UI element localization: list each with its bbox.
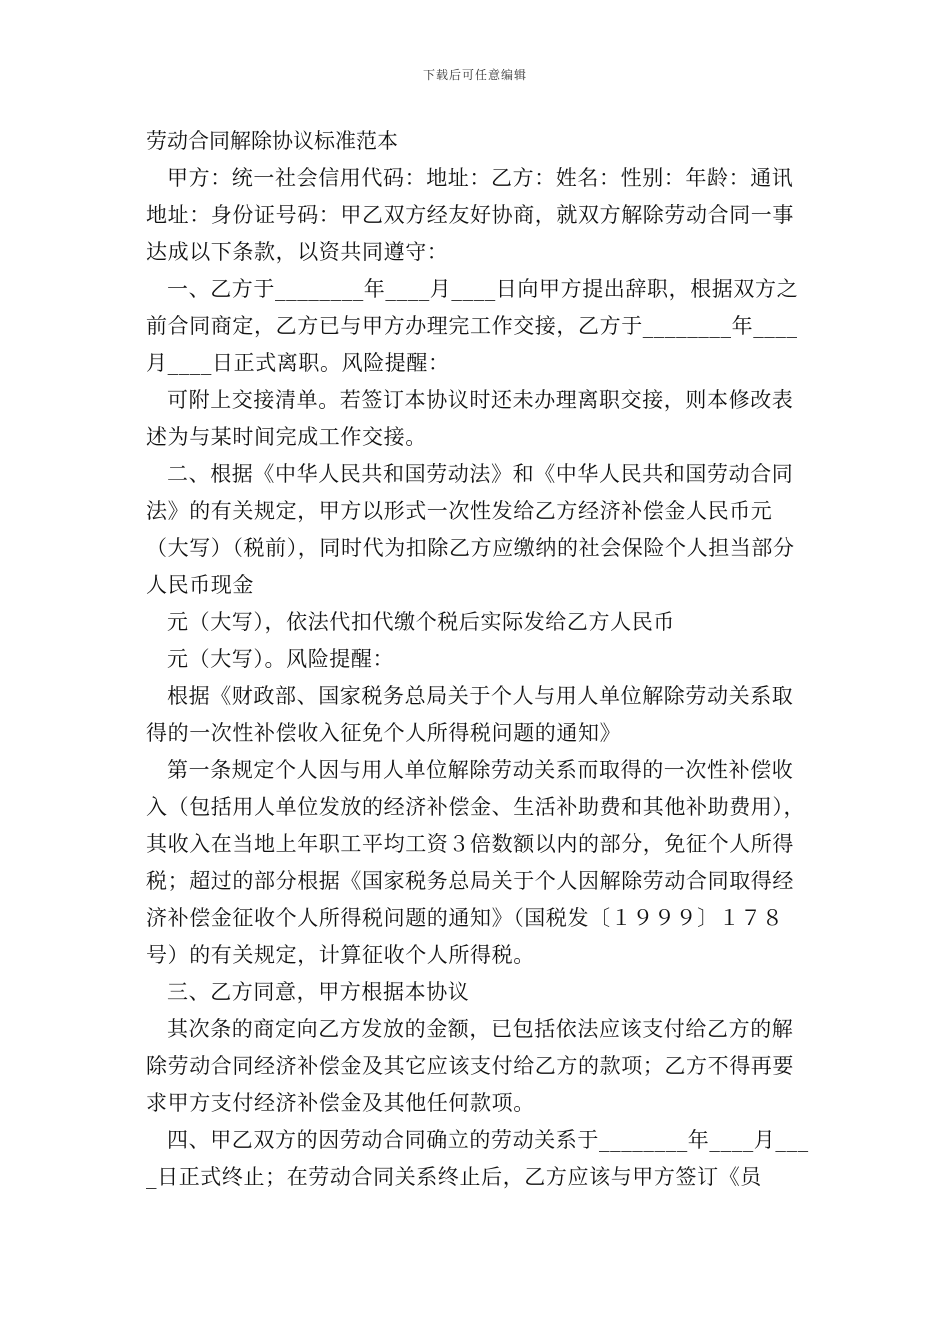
paragraph-risk-reminder: 元（大写）。风险提醒： bbox=[167, 647, 395, 671]
document-body bbox=[146, 123, 810, 1196]
paragraph-tax-rule: 第一条规定个人因与用人单位解除劳动关系而取得的一次性补偿收入（包括用人单位发放的经济补偿金、生活补助费和其他补助费用），其收入在当地上年职工平均工资３倍数额以内的部分，免征个人所得税；超过的部分根据《国家税务总局关于个人因解除劳动合同取得经济补偿金征收个人所得税问题的通知》（国税发〔１９９９〕１７８号）的有关规定，计算征收个人所得税。 bbox=[146, 758, 806, 967]
paragraph-handover-note: 可附上交接清单。若签订本协议时还未办理离职交接，则本修改表述为与某时间完成工作交接。 bbox=[146, 388, 794, 449]
paragraph-clause-3: 三、乙方同意，甲方根据本协议 bbox=[167, 980, 470, 1004]
paragraph-clause-2-amount: 元（大写），依法代扣代缴个税后实际发给乙方人民币 bbox=[167, 610, 675, 634]
paragraph-tax-notice: 根据《财政部、国家税务总局关于个人与用人单位解除劳动关系取得的一次性补偿收入征免个人所得税问题的通知》 bbox=[146, 684, 794, 745]
paragraph-parties: 甲方：统一社会信用代码：地址：乙方：姓名：性别：年龄：通讯地址：身份证号码：甲乙双方经友好协商，就双方解除劳动合同一事达成以下条款，以资共同遵守： bbox=[146, 166, 794, 264]
page-header-note: 下载后可任意编辑 bbox=[422, 68, 527, 82]
paragraph-clause-4: 四、甲乙双方的因劳动合同确立的劳动关系于________年____月____日正式终止；在劳动合同关系终止后，乙方应该与甲方签订《员 bbox=[146, 1128, 809, 1189]
paragraph-clause-1: 一、乙方于________年____月____日向甲方提出辞职，根据双方之前合同商定，乙方已与甲方办理完工作交接，乙方于________年____月____日正式离职。风险提醒： bbox=[146, 277, 799, 375]
document-title: 劳动合同解除协议标准范本 bbox=[146, 129, 398, 153]
paragraph-clause-2: 二、根据《中华人民共和国劳动法》和《中华人民共和国劳动合同法》的有关规定，甲方以形式一次性发给乙方经济补偿金人民币元（大写）（税前），同时代为扣除乙方应缴纳的社会保险个人担当部分人民币现金 bbox=[146, 462, 795, 597]
paragraph-clause-3-detail: 其次条的商定向乙方发放的金额，已包括依法应该支付给乙方的解除劳动合同经济补偿金及其它应该支付给乙方的款项；乙方不得再要求甲方支付经济补偿金及其他任何款项。 bbox=[146, 1017, 794, 1115]
